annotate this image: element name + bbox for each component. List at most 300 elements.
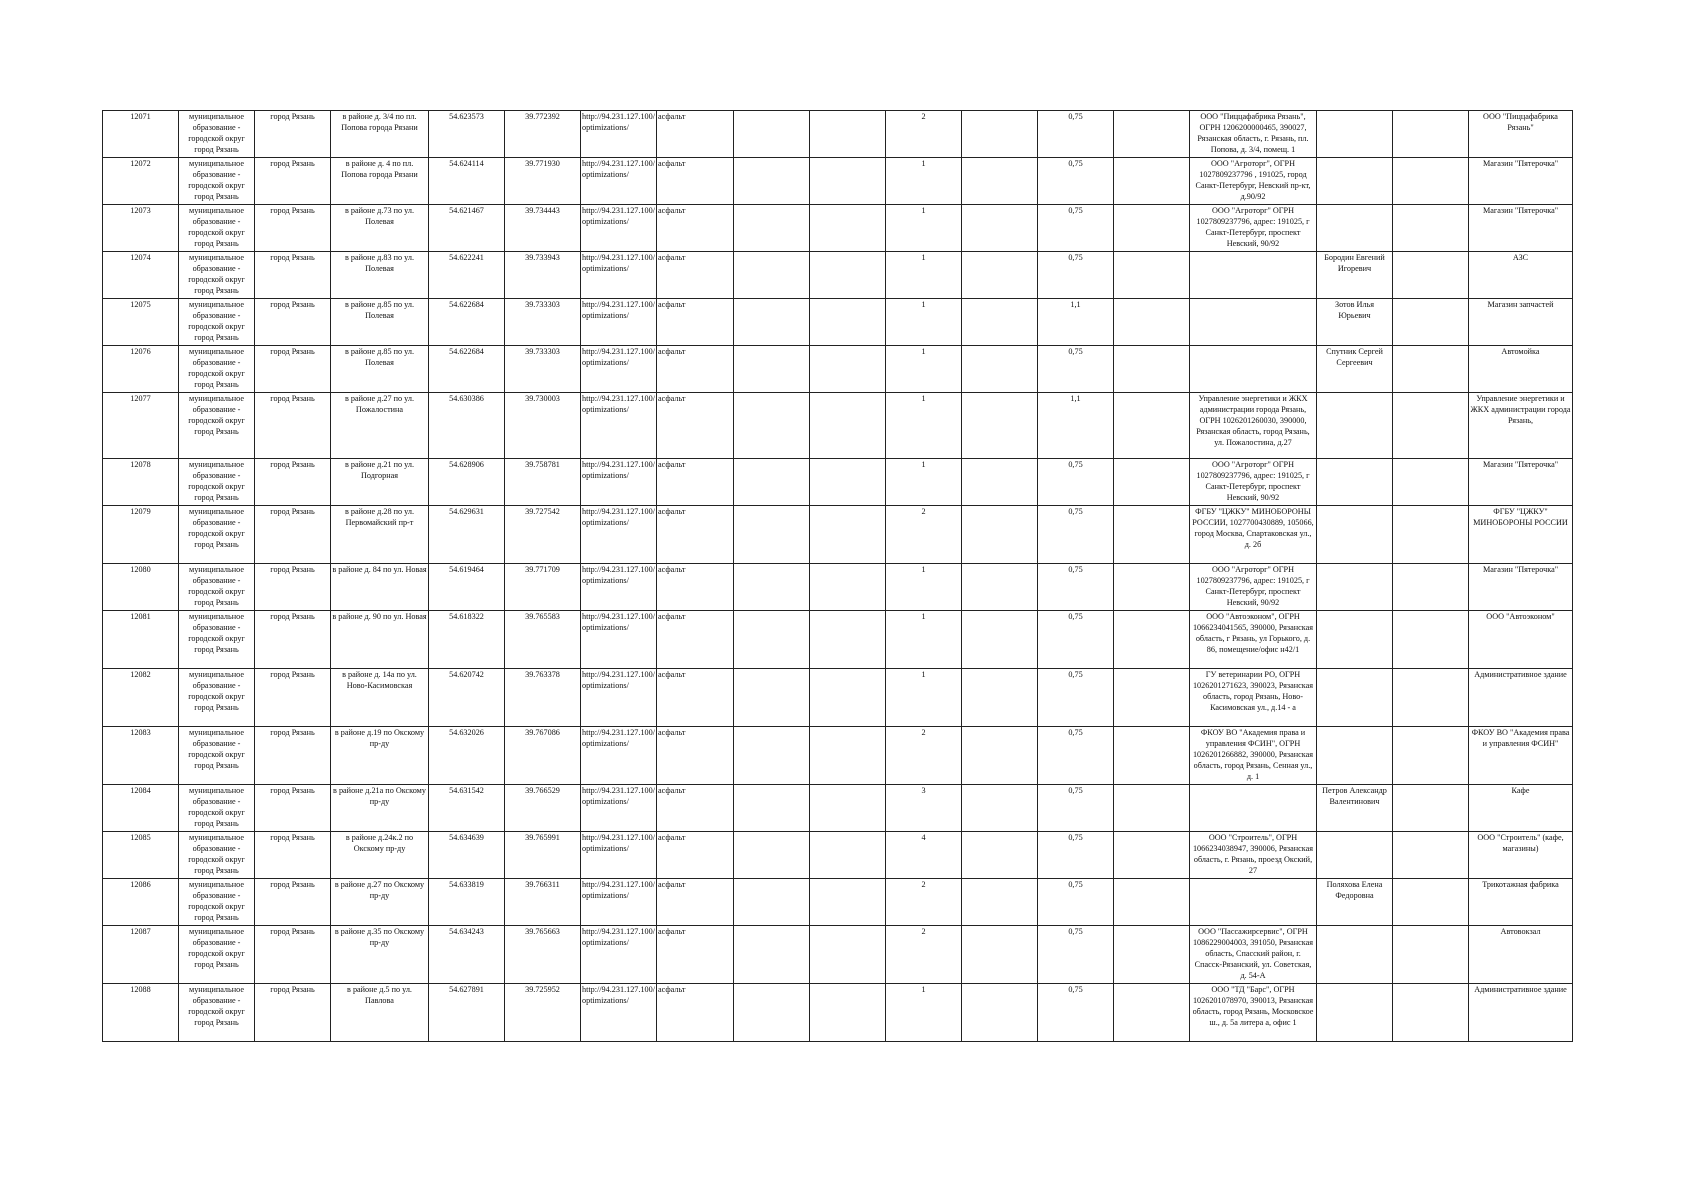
- empty-cell: [734, 393, 810, 459]
- surface-cell: асфальт: [657, 346, 734, 393]
- latitude-cell: 54.627891: [429, 984, 505, 1042]
- waste-source-cell: Магазин "Пятерочка": [1469, 205, 1573, 252]
- empty-cell: [734, 832, 810, 879]
- waste-source-cell: ООО "Строитель" (кафе, магазины): [1469, 832, 1573, 879]
- address-cell: в районе д. 3/4 по пл. Попова города Рязани: [331, 111, 429, 158]
- row-id: 12086: [103, 879, 179, 926]
- empty-cell: [1114, 611, 1190, 669]
- map-link[interactable]: http://94.231.127.100/optimizations/: [581, 506, 657, 564]
- locality-cell: город Рязань: [255, 879, 331, 926]
- container-volume-cell: 0,75: [1038, 346, 1114, 393]
- address-cell: в районе д.35 по Окскому пр-ду: [331, 926, 429, 984]
- waste-source-cell: Магазин "Пятерочка": [1469, 459, 1573, 506]
- address-cell: в районе д.27 по Окскому пр-ду: [331, 879, 429, 926]
- empty-cell: [962, 111, 1038, 158]
- container-volume-cell: 0,75: [1038, 669, 1114, 727]
- containers-count-cell: 2: [886, 506, 962, 564]
- longitude-cell: 39.733943: [505, 252, 581, 299]
- latitude-cell: 54.621467: [429, 205, 505, 252]
- municipality-cell: муниципальное образование - городской округ город Рязань: [179, 879, 255, 926]
- address-cell: в районе д. 84 по ул. Новая: [331, 564, 429, 611]
- longitude-cell: 39.765663: [505, 926, 581, 984]
- longitude-cell: 39.727542: [505, 506, 581, 564]
- waste-source-cell: ФГБУ "ЦЖКУ" МИНОБОРОНЫ РОССИИ: [1469, 506, 1573, 564]
- map-link[interactable]: http://94.231.127.100/optimizations/: [581, 669, 657, 727]
- municipality-cell: муниципальное образование - городской округ город Рязань: [179, 205, 255, 252]
- map-link[interactable]: http://94.231.127.100/optimizations/: [581, 158, 657, 205]
- waste-source-cell: Автомойка: [1469, 346, 1573, 393]
- surface-cell: асфальт: [657, 669, 734, 727]
- owner-person-cell: [1317, 926, 1393, 984]
- empty-cell: [1114, 926, 1190, 984]
- municipality-cell: муниципальное образование - городской округ город Рязань: [179, 611, 255, 669]
- latitude-cell: 54.622241: [429, 252, 505, 299]
- longitude-cell: 39.771709: [505, 564, 581, 611]
- longitude-cell: 39.734443: [505, 205, 581, 252]
- waste-source-cell: ООО "Пиццафабрика Рязань": [1469, 111, 1573, 158]
- container-volume-cell: 0,75: [1038, 158, 1114, 205]
- waste-source-cell: Кафе: [1469, 785, 1573, 832]
- surface-cell: асфальт: [657, 111, 734, 158]
- empty-cell: [962, 205, 1038, 252]
- latitude-cell: 54.619464: [429, 564, 505, 611]
- empty-cell: [962, 984, 1038, 1042]
- containers-count-cell: 1: [886, 564, 962, 611]
- empty-cell: [1393, 785, 1469, 832]
- municipality-cell: муниципальное образование - городской округ город Рязань: [179, 669, 255, 727]
- empty-cell: [734, 984, 810, 1042]
- table-row: [103, 346, 1573, 393]
- locality-cell: город Рязань: [255, 727, 331, 785]
- latitude-cell: 54.622684: [429, 299, 505, 346]
- empty-cell: [810, 393, 886, 459]
- table-row: [103, 879, 1573, 926]
- address-cell: в районе д.5 по ул. Павлова: [331, 984, 429, 1042]
- address-cell: в районе д.85 по ул. Полевая: [331, 346, 429, 393]
- map-link[interactable]: http://94.231.127.100/optimizations/: [581, 205, 657, 252]
- table-row: [103, 926, 1573, 984]
- empty-cell: [734, 252, 810, 299]
- containers-count-cell: 1: [886, 984, 962, 1042]
- owner-organization-cell: [1190, 299, 1317, 346]
- locality-cell: город Рязань: [255, 984, 331, 1042]
- owner-person-cell: [1317, 984, 1393, 1042]
- longitude-cell: 39.771930: [505, 158, 581, 205]
- empty-cell: [734, 346, 810, 393]
- municipality-cell: муниципальное образование - городской округ город Рязань: [179, 727, 255, 785]
- waste-source-cell: ООО "Автоэконом": [1469, 611, 1573, 669]
- owner-person-cell: Поляхова Елена Федоровна: [1317, 879, 1393, 926]
- table-row: [103, 158, 1573, 205]
- surface-cell: асфальт: [657, 926, 734, 984]
- row-id: 12085: [103, 832, 179, 879]
- empty-cell: [1114, 346, 1190, 393]
- longitude-cell: 39.763378: [505, 669, 581, 727]
- map-link[interactable]: http://94.231.127.100/optimizations/: [581, 252, 657, 299]
- locality-cell: город Рязань: [255, 832, 331, 879]
- empty-cell: [1114, 299, 1190, 346]
- empty-cell: [962, 611, 1038, 669]
- container-volume-cell: 0,75: [1038, 879, 1114, 926]
- map-link[interactable]: http://94.231.127.100/optimizations/: [581, 785, 657, 832]
- owner-organization-cell: ООО "Агроторг" ОГРН 1027809237796, адрес: 191025, г Санкт-Петербург, проспект Невский, 90/92: [1190, 459, 1317, 506]
- owner-person-cell: Зотов Илья Юрьевич: [1317, 299, 1393, 346]
- empty-cell: [962, 879, 1038, 926]
- longitude-cell: 39.730003: [505, 393, 581, 459]
- latitude-cell: 54.623573: [429, 111, 505, 158]
- empty-cell: [810, 727, 886, 785]
- owner-organization-cell: ФКОУ ВО "Академия права и управления ФСИН", ОГРН 1026201266882, 390000, Рязанская область, город Рязань, Сенная ул., д. 1: [1190, 727, 1317, 785]
- locality-cell: город Рязань: [255, 785, 331, 832]
- empty-cell: [962, 727, 1038, 785]
- address-cell: в районе д.24к.2 по Окскому пр-ду: [331, 832, 429, 879]
- owner-organization-cell: ООО "Пиццафабрика Рязань", ОГРН 1206200000465, 390027, Рязанская область, г. Рязань, пл. Попова, д. 3/4, помещ. 1: [1190, 111, 1317, 158]
- owner-person-cell: [1317, 727, 1393, 785]
- longitude-cell: 39.733303: [505, 346, 581, 393]
- address-cell: в районе д. 90 по ул. Новая: [331, 611, 429, 669]
- latitude-cell: 54.632026: [429, 727, 505, 785]
- empty-cell: [810, 252, 886, 299]
- municipality-cell: муниципальное образование - городской округ город Рязань: [179, 506, 255, 564]
- row-id: 12071: [103, 111, 179, 158]
- municipality-cell: муниципальное образование - городской округ город Рязань: [179, 926, 255, 984]
- empty-cell: [734, 727, 810, 785]
- empty-cell: [1393, 926, 1469, 984]
- empty-cell: [734, 611, 810, 669]
- empty-cell: [1114, 564, 1190, 611]
- map-link[interactable]: http://94.231.127.100/optimizations/: [581, 346, 657, 393]
- owner-person-cell: [1317, 564, 1393, 611]
- container-volume-cell: 0,75: [1038, 459, 1114, 506]
- owner-organization-cell: [1190, 879, 1317, 926]
- containers-count-cell: 1: [886, 158, 962, 205]
- map-link[interactable]: http://94.231.127.100/optimizations/: [581, 879, 657, 926]
- row-id: 12083: [103, 727, 179, 785]
- surface-cell: асфальт: [657, 727, 734, 785]
- table-row: [103, 252, 1573, 299]
- empty-cell: [962, 506, 1038, 564]
- surface-cell: асфальт: [657, 832, 734, 879]
- surface-cell: асфальт: [657, 984, 734, 1042]
- empty-cell: [734, 158, 810, 205]
- table-row: [103, 832, 1573, 879]
- empty-cell: [1393, 611, 1469, 669]
- empty-cell: [1114, 205, 1190, 252]
- empty-cell: [810, 611, 886, 669]
- empty-cell: [1114, 506, 1190, 564]
- containers-count-cell: 1: [886, 669, 962, 727]
- locality-cell: город Рязань: [255, 299, 331, 346]
- locality-cell: город Рязань: [255, 669, 331, 727]
- containers-count-cell: 4: [886, 832, 962, 879]
- empty-cell: [962, 926, 1038, 984]
- surface-cell: асфальт: [657, 158, 734, 205]
- map-link[interactable]: http://94.231.127.100/optimizations/: [581, 832, 657, 879]
- empty-cell: [1393, 299, 1469, 346]
- municipality-cell: муниципальное образование - городской округ город Рязань: [179, 832, 255, 879]
- address-cell: в районе д.27 по ул. Пожалостина: [331, 393, 429, 459]
- address-cell: в районе д. 14а по ул. Ново-Касимовская: [331, 669, 429, 727]
- longitude-cell: 39.766529: [505, 785, 581, 832]
- map-link[interactable]: http://94.231.127.100/optimizations/: [581, 727, 657, 785]
- row-id: 12087: [103, 926, 179, 984]
- map-link[interactable]: http://94.231.127.100/optimizations/: [581, 299, 657, 346]
- owner-organization-cell: [1190, 252, 1317, 299]
- waste-source-cell: ФКОУ ВО "Академия права и управления ФСИН": [1469, 727, 1573, 785]
- waste-source-cell: Управление энергетики и ЖКХ администрации города Рязань,: [1469, 393, 1573, 459]
- empty-cell: [1114, 252, 1190, 299]
- longitude-cell: 39.733303: [505, 299, 581, 346]
- empty-cell: [810, 832, 886, 879]
- row-id: 12082: [103, 669, 179, 727]
- longitude-cell: 39.765583: [505, 611, 581, 669]
- containers-count-cell: 2: [886, 926, 962, 984]
- empty-cell: [1393, 727, 1469, 785]
- row-id: 12076: [103, 346, 179, 393]
- latitude-cell: 54.629631: [429, 506, 505, 564]
- table-row: [103, 393, 1573, 459]
- municipality-cell: муниципальное образование - городской округ город Рязань: [179, 393, 255, 459]
- owner-organization-cell: ООО "ТД "Барс", ОГРН 1026201078970, 390013, Рязанская область, город Рязань, Московское ш., д. 5а литера а, офис 1: [1190, 984, 1317, 1042]
- locality-cell: город Рязань: [255, 926, 331, 984]
- empty-cell: [1393, 832, 1469, 879]
- address-cell: в районе д.21 по ул. Подгорная: [331, 459, 429, 506]
- empty-cell: [1114, 984, 1190, 1042]
- municipality-cell: муниципальное образование - городской округ город Рязань: [179, 564, 255, 611]
- empty-cell: [962, 393, 1038, 459]
- empty-cell: [734, 111, 810, 158]
- latitude-cell: 54.630386: [429, 393, 505, 459]
- row-id: 12075: [103, 299, 179, 346]
- container-volume-cell: 0,75: [1038, 727, 1114, 785]
- table-row: [103, 111, 1573, 158]
- latitude-cell: 54.634243: [429, 926, 505, 984]
- empty-cell: [1114, 459, 1190, 506]
- containers-count-cell: 2: [886, 879, 962, 926]
- table-row: [103, 611, 1573, 669]
- waste-source-cell: Автовокзал: [1469, 926, 1573, 984]
- address-cell: в районе д.83 по ул. Полевая: [331, 252, 429, 299]
- owner-person-cell: [1317, 611, 1393, 669]
- row-id: 12073: [103, 205, 179, 252]
- empty-cell: [1393, 506, 1469, 564]
- row-id: 12077: [103, 393, 179, 459]
- empty-cell: [962, 346, 1038, 393]
- empty-cell: [1114, 879, 1190, 926]
- empty-cell: [1393, 252, 1469, 299]
- surface-cell: асфальт: [657, 785, 734, 832]
- latitude-cell: 54.633819: [429, 879, 505, 926]
- registry-table: [102, 110, 1573, 1042]
- locality-cell: город Рязань: [255, 158, 331, 205]
- containers-count-cell: 1: [886, 459, 962, 506]
- table-row: [103, 984, 1573, 1042]
- owner-person-cell: [1317, 393, 1393, 459]
- latitude-cell: 54.628906: [429, 459, 505, 506]
- surface-cell: асфальт: [657, 564, 734, 611]
- empty-cell: [962, 158, 1038, 205]
- owner-person-cell: [1317, 506, 1393, 564]
- row-id: 12088: [103, 984, 179, 1042]
- map-link[interactable]: http://94.231.127.100/optimizations/: [581, 393, 657, 459]
- containers-count-cell: 1: [886, 205, 962, 252]
- locality-cell: город Рязань: [255, 611, 331, 669]
- address-cell: в районе д.21а по Окскому пр-ду: [331, 785, 429, 832]
- owner-person-cell: Петров Александр Валентинович: [1317, 785, 1393, 832]
- owner-organization-cell: ООО "Агроторг", ОГРН 1027809237796 , 191025, город Санкт-Петербург, Невский пр-кт, д.90/92: [1190, 158, 1317, 205]
- table-row: [103, 564, 1573, 611]
- containers-count-cell: 1: [886, 393, 962, 459]
- containers-count-cell: 3: [886, 785, 962, 832]
- longitude-cell: 39.765991: [505, 832, 581, 879]
- owner-organization-cell: ФГБУ "ЦЖКУ" МИНОБОРОНЫ РОССИИ, 1027700430889, 105066, город Москва, Спартаковская ул., д. 2б: [1190, 506, 1317, 564]
- municipality-cell: муниципальное образование - городской округ город Рязань: [179, 785, 255, 832]
- map-link[interactable]: http://94.231.127.100/optimizations/: [581, 611, 657, 669]
- longitude-cell: 39.766311: [505, 879, 581, 926]
- address-cell: в районе д. 4 по пл. Попова города Рязани: [331, 158, 429, 205]
- empty-cell: [1114, 393, 1190, 459]
- table-row: [103, 669, 1573, 727]
- map-link[interactable]: http://94.231.127.100/optimizations/: [581, 111, 657, 158]
- row-id: 12084: [103, 785, 179, 832]
- owner-organization-cell: ГУ ветеринарии РО, ОГРН 1026201271623, 390023, Рязанская область, город Рязань, Ново-Касимовская ул., д.14 - а: [1190, 669, 1317, 727]
- surface-cell: асфальт: [657, 879, 734, 926]
- empty-cell: [1114, 785, 1190, 832]
- map-link[interactable]: http://94.231.127.100/optimizations/: [581, 564, 657, 611]
- locality-cell: город Рязань: [255, 252, 331, 299]
- table-row: [103, 785, 1573, 832]
- empty-cell: [810, 926, 886, 984]
- municipality-cell: муниципальное образование - городской округ город Рязань: [179, 984, 255, 1042]
- empty-cell: [810, 346, 886, 393]
- containers-count-cell: 2: [886, 727, 962, 785]
- locality-cell: город Рязань: [255, 205, 331, 252]
- empty-cell: [1393, 346, 1469, 393]
- longitude-cell: 39.767086: [505, 727, 581, 785]
- surface-cell: асфальт: [657, 252, 734, 299]
- latitude-cell: 54.631542: [429, 785, 505, 832]
- empty-cell: [810, 506, 886, 564]
- table-row: [103, 727, 1573, 785]
- empty-cell: [1393, 205, 1469, 252]
- latitude-cell: 54.622684: [429, 346, 505, 393]
- municipality-cell: муниципальное образование - городской округ город Рязань: [179, 299, 255, 346]
- empty-cell: [1114, 111, 1190, 158]
- container-volume-cell: 1,1: [1038, 393, 1114, 459]
- empty-cell: [962, 832, 1038, 879]
- map-link[interactable]: http://94.231.127.100/optimizations/: [581, 459, 657, 506]
- container-volume-cell: 0,75: [1038, 832, 1114, 879]
- surface-cell: асфальт: [657, 205, 734, 252]
- empty-cell: [810, 984, 886, 1042]
- table-row: [103, 506, 1573, 564]
- owner-person-cell: [1317, 111, 1393, 158]
- containers-count-cell: 1: [886, 252, 962, 299]
- address-cell: в районе д.28 по ул. Первомайский пр-т: [331, 506, 429, 564]
- empty-cell: [810, 879, 886, 926]
- empty-cell: [962, 669, 1038, 727]
- empty-cell: [734, 926, 810, 984]
- owner-person-cell: [1317, 459, 1393, 506]
- waste-source-cell: Административное здание: [1469, 984, 1573, 1042]
- owner-person-cell: [1317, 205, 1393, 252]
- owner-organization-cell: ООО "Автоэконом", ОГРН 1066234041565, 390000, Рязанская область, г Рязань, ул Горького, д. 86, помещение/офис н42/1: [1190, 611, 1317, 669]
- empty-cell: [1393, 669, 1469, 727]
- waste-source-cell: Магазин "Пятерочка": [1469, 564, 1573, 611]
- empty-cell: [734, 879, 810, 926]
- empty-cell: [962, 459, 1038, 506]
- empty-cell: [1393, 111, 1469, 158]
- latitude-cell: 54.634639: [429, 832, 505, 879]
- latitude-cell: 54.620742: [429, 669, 505, 727]
- map-link[interactable]: http://94.231.127.100/optimizations/: [581, 984, 657, 1042]
- owner-organization-cell: Управление энергетики и ЖКХ администрации города Рязань, ОГРН 1026201260030, 390000, Рязанская область, город Рязань, ул. Пожалостина, д.27: [1190, 393, 1317, 459]
- empty-cell: [734, 205, 810, 252]
- municipality-cell: муниципальное образование - городской округ город Рязань: [179, 158, 255, 205]
- owner-organization-cell: ООО "Агроторг" ОГРН 1027809237796, адрес: 191025, г Санкт-Петербург, проспект Невский, 90/92: [1190, 205, 1317, 252]
- empty-cell: [1114, 832, 1190, 879]
- row-id: 12079: [103, 506, 179, 564]
- table-row: [103, 299, 1573, 346]
- map-link[interactable]: http://94.231.127.100/optimizations/: [581, 926, 657, 984]
- empty-cell: [1114, 727, 1190, 785]
- container-volume-cell: 0,75: [1038, 611, 1114, 669]
- container-volume-cell: 0,75: [1038, 252, 1114, 299]
- waste-source-cell: Магазин "Пятерочка": [1469, 158, 1573, 205]
- empty-cell: [1393, 158, 1469, 205]
- empty-cell: [962, 299, 1038, 346]
- locality-cell: город Рязань: [255, 459, 331, 506]
- empty-cell: [810, 564, 886, 611]
- address-cell: в районе д.85 по ул. Полевая: [331, 299, 429, 346]
- empty-cell: [810, 459, 886, 506]
- locality-cell: город Рязань: [255, 346, 331, 393]
- empty-cell: [734, 299, 810, 346]
- owner-organization-cell: [1190, 785, 1317, 832]
- empty-cell: [810, 785, 886, 832]
- empty-cell: [810, 111, 886, 158]
- municipality-cell: муниципальное образование - городской округ город Рязань: [179, 459, 255, 506]
- latitude-cell: 54.618322: [429, 611, 505, 669]
- empty-cell: [734, 669, 810, 727]
- owner-person-cell: Бородин Евгений Игоревич: [1317, 252, 1393, 299]
- waste-source-cell: Административное здание: [1469, 669, 1573, 727]
- locality-cell: город Рязань: [255, 393, 331, 459]
- containers-count-cell: 2: [886, 111, 962, 158]
- locality-cell: город Рязань: [255, 506, 331, 564]
- longitude-cell: 39.772392: [505, 111, 581, 158]
- empty-cell: [1393, 984, 1469, 1042]
- empty-cell: [1393, 564, 1469, 611]
- empty-cell: [734, 459, 810, 506]
- surface-cell: асфальт: [657, 506, 734, 564]
- address-cell: в районе д.19 по Окскому пр-ду: [331, 727, 429, 785]
- municipality-cell: муниципальное образование - городской округ город Рязань: [179, 252, 255, 299]
- surface-cell: асфальт: [657, 611, 734, 669]
- surface-cell: асфальт: [657, 393, 734, 459]
- empty-cell: [1393, 393, 1469, 459]
- containers-count-cell: 1: [886, 346, 962, 393]
- empty-cell: [1114, 669, 1190, 727]
- container-volume-cell: 0,75: [1038, 111, 1114, 158]
- empty-cell: [1393, 879, 1469, 926]
- containers-count-cell: 1: [886, 611, 962, 669]
- row-id: 12078: [103, 459, 179, 506]
- empty-cell: [1114, 158, 1190, 205]
- empty-cell: [1393, 459, 1469, 506]
- empty-cell: [810, 205, 886, 252]
- empty-cell: [734, 564, 810, 611]
